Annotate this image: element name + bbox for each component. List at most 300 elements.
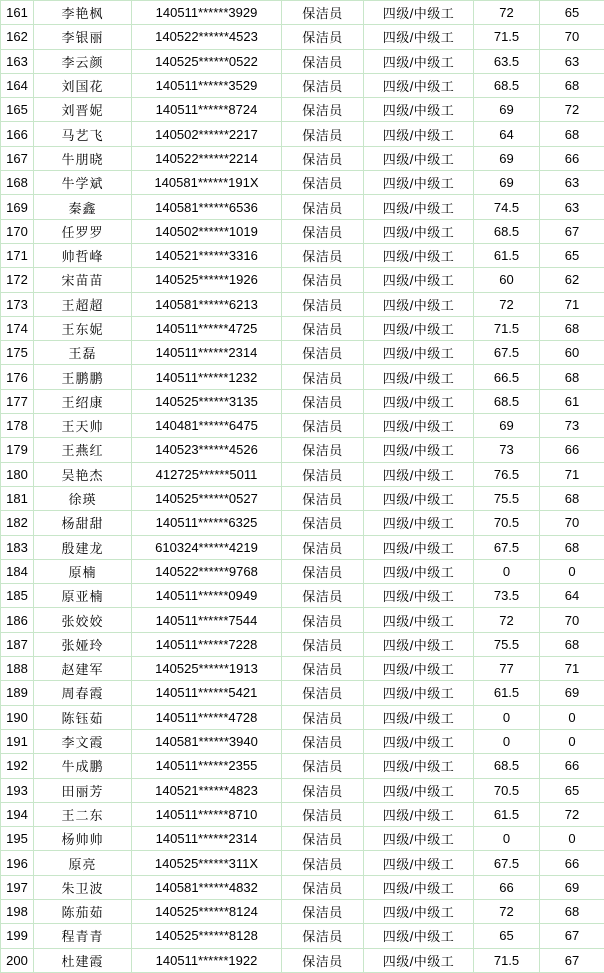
row-name: 帅哲峰 xyxy=(34,243,132,267)
row-score1: 72 xyxy=(474,292,540,316)
row-job-title: 保洁员 xyxy=(282,389,364,413)
row-job-title: 保洁员 xyxy=(282,365,364,389)
row-name: 牛学斌 xyxy=(34,171,132,195)
row-score1: 61.5 xyxy=(474,681,540,705)
row-score1: 72 xyxy=(474,608,540,632)
row-score1: 64 xyxy=(474,122,540,146)
row-index: 199 xyxy=(1,924,34,948)
table-row xyxy=(1,802,604,826)
row-score2: 68 xyxy=(540,899,604,923)
row-name: 王绍康 xyxy=(34,389,132,413)
table-row xyxy=(1,851,604,875)
row-score2: 0 xyxy=(540,705,604,729)
row-score1: 61.5 xyxy=(474,802,540,826)
row-score1: 67.5 xyxy=(474,341,540,365)
table-row xyxy=(1,729,604,753)
row-score2: 65 xyxy=(540,243,604,267)
row-job-title: 保洁员 xyxy=(282,292,364,316)
row-score1: 66 xyxy=(474,875,540,899)
row-score2: 69 xyxy=(540,875,604,899)
table-row xyxy=(1,559,604,583)
row-name: 牛成鹏 xyxy=(34,754,132,778)
row-index: 169 xyxy=(1,195,34,219)
row-index: 168 xyxy=(1,171,34,195)
row-score2: 67 xyxy=(540,219,604,243)
row-level: 四级/中级工 xyxy=(364,414,474,438)
row-score2: 68 xyxy=(540,632,604,656)
row-score1: 76.5 xyxy=(474,462,540,486)
table-row xyxy=(1,511,604,535)
row-job-title: 保洁员 xyxy=(282,851,364,875)
row-job-title: 保洁员 xyxy=(282,584,364,608)
table-row xyxy=(1,219,604,243)
row-score1: 70.5 xyxy=(474,511,540,535)
row-score1: 69 xyxy=(474,414,540,438)
row-id-number: 140581******4832 xyxy=(132,875,282,899)
row-id-number: 140511******2314 xyxy=(132,341,282,365)
row-id-number: 610324******4219 xyxy=(132,535,282,559)
row-name: 李银丽 xyxy=(34,25,132,49)
row-id-number: 140511******7228 xyxy=(132,632,282,656)
row-level: 四级/中级工 xyxy=(364,705,474,729)
row-id-number: 140511******4725 xyxy=(132,316,282,340)
row-name: 吴艳杰 xyxy=(34,462,132,486)
row-job-title: 保洁员 xyxy=(282,243,364,267)
row-index: 165 xyxy=(1,98,34,122)
row-score2: 66 xyxy=(540,754,604,778)
row-id-number: 140581******6536 xyxy=(132,195,282,219)
row-name: 程青青 xyxy=(34,924,132,948)
row-score1: 73 xyxy=(474,438,540,462)
row-index: 191 xyxy=(1,729,34,753)
row-job-title: 保洁员 xyxy=(282,899,364,923)
row-level: 四级/中级工 xyxy=(364,924,474,948)
row-score2: 70 xyxy=(540,608,604,632)
row-index: 163 xyxy=(1,49,34,73)
row-name: 王天帅 xyxy=(34,414,132,438)
row-score2: 61 xyxy=(540,389,604,413)
row-job-title: 保洁员 xyxy=(282,729,364,753)
row-name: 杨甜甜 xyxy=(34,511,132,535)
row-index: 164 xyxy=(1,73,34,97)
row-index: 187 xyxy=(1,632,34,656)
row-job-title: 保洁员 xyxy=(282,73,364,97)
table-row xyxy=(1,316,604,340)
row-index: 200 xyxy=(1,948,34,972)
row-level: 四级/中级工 xyxy=(364,268,474,292)
row-id-number: 140522******9768 xyxy=(132,559,282,583)
row-id-number: 140525******0527 xyxy=(132,486,282,510)
row-name: 田丽芳 xyxy=(34,778,132,802)
row-index: 176 xyxy=(1,365,34,389)
row-job-title: 保洁员 xyxy=(282,219,364,243)
row-score1: 66.5 xyxy=(474,365,540,389)
row-id-number: 140511******7544 xyxy=(132,608,282,632)
row-id-number: 140511******1922 xyxy=(132,948,282,972)
row-name: 殷建龙 xyxy=(34,535,132,559)
row-job-title: 保洁员 xyxy=(282,316,364,340)
row-job-title: 保洁员 xyxy=(282,25,364,49)
row-level: 四级/中级工 xyxy=(364,511,474,535)
row-level: 四级/中级工 xyxy=(364,535,474,559)
row-score2: 66 xyxy=(540,438,604,462)
row-name: 周春霞 xyxy=(34,681,132,705)
row-name: 赵建军 xyxy=(34,657,132,681)
table-row xyxy=(1,25,604,49)
row-score1: 69 xyxy=(474,171,540,195)
table-row xyxy=(1,899,604,923)
row-name: 王东妮 xyxy=(34,316,132,340)
row-score1: 68.5 xyxy=(474,73,540,97)
row-id-number: 140525******311X xyxy=(132,851,282,875)
row-score2: 63 xyxy=(540,195,604,219)
row-score2: 71 xyxy=(540,292,604,316)
row-id-number: 140511******0949 xyxy=(132,584,282,608)
row-score2: 71 xyxy=(540,657,604,681)
row-name: 张姣姣 xyxy=(34,608,132,632)
row-level: 四级/中级工 xyxy=(364,608,474,632)
row-level: 四级/中级工 xyxy=(364,98,474,122)
row-job-title: 保洁员 xyxy=(282,632,364,656)
table-row xyxy=(1,924,604,948)
row-score1: 67.5 xyxy=(474,851,540,875)
row-index: 166 xyxy=(1,122,34,146)
row-job-title: 保洁员 xyxy=(282,146,364,170)
row-name: 原亚楠 xyxy=(34,584,132,608)
table-row xyxy=(1,389,604,413)
row-level: 四级/中级工 xyxy=(364,681,474,705)
row-index: 198 xyxy=(1,899,34,923)
row-name: 李文霞 xyxy=(34,729,132,753)
row-level: 四级/中级工 xyxy=(364,365,474,389)
row-score1: 74.5 xyxy=(474,195,540,219)
row-id-number: 140523******4526 xyxy=(132,438,282,462)
row-index: 193 xyxy=(1,778,34,802)
row-score2: 66 xyxy=(540,851,604,875)
row-score1: 75.5 xyxy=(474,632,540,656)
row-level: 四级/中级工 xyxy=(364,802,474,826)
row-name: 刘国花 xyxy=(34,73,132,97)
row-job-title: 保洁员 xyxy=(282,438,364,462)
row-name: 原亮 xyxy=(34,851,132,875)
row-name: 王二东 xyxy=(34,802,132,826)
table-row xyxy=(1,948,604,972)
table-row xyxy=(1,1,604,25)
row-level: 四级/中级工 xyxy=(364,438,474,462)
row-name: 任罗罗 xyxy=(34,219,132,243)
row-level: 四级/中级工 xyxy=(364,122,474,146)
row-name: 李艳枫 xyxy=(34,1,132,25)
row-index: 177 xyxy=(1,389,34,413)
row-score1: 0 xyxy=(474,705,540,729)
row-score2: 63 xyxy=(540,171,604,195)
row-score2: 68 xyxy=(540,73,604,97)
row-score1: 75.5 xyxy=(474,486,540,510)
row-index: 195 xyxy=(1,827,34,851)
row-id-number: 140581******191X xyxy=(132,171,282,195)
row-job-title: 保洁员 xyxy=(282,511,364,535)
row-level: 四级/中级工 xyxy=(364,25,474,49)
row-index: 179 xyxy=(1,438,34,462)
row-score2: 60 xyxy=(540,341,604,365)
row-score2: 71 xyxy=(540,462,604,486)
row-job-title: 保洁员 xyxy=(282,778,364,802)
row-index: 162 xyxy=(1,25,34,49)
row-job-title: 保洁员 xyxy=(282,171,364,195)
row-level: 四级/中级工 xyxy=(364,219,474,243)
row-name: 王超超 xyxy=(34,292,132,316)
row-job-title: 保洁员 xyxy=(282,49,364,73)
row-level: 四级/中级工 xyxy=(364,754,474,778)
row-job-title: 保洁员 xyxy=(282,341,364,365)
row-index: 182 xyxy=(1,511,34,535)
row-job-title: 保洁员 xyxy=(282,827,364,851)
row-index: 185 xyxy=(1,584,34,608)
row-id-number: 140522******2214 xyxy=(132,146,282,170)
row-score2: 68 xyxy=(540,486,604,510)
row-id-number: 140525******3135 xyxy=(132,389,282,413)
row-level: 四级/中级工 xyxy=(364,875,474,899)
row-name: 马艺飞 xyxy=(34,122,132,146)
row-job-title: 保洁员 xyxy=(282,657,364,681)
row-score1: 69 xyxy=(474,98,540,122)
row-score1: 71.5 xyxy=(474,316,540,340)
table-row xyxy=(1,195,604,219)
row-score2: 67 xyxy=(540,924,604,948)
row-job-title: 保洁员 xyxy=(282,875,364,899)
row-index: 183 xyxy=(1,535,34,559)
table-row xyxy=(1,341,604,365)
row-name: 张娅玲 xyxy=(34,632,132,656)
row-job-title: 保洁员 xyxy=(282,122,364,146)
row-id-number: 140525******8124 xyxy=(132,899,282,923)
table-row xyxy=(1,414,604,438)
row-index: 172 xyxy=(1,268,34,292)
table-row xyxy=(1,171,604,195)
row-name: 秦鑫 xyxy=(34,195,132,219)
row-id-number: 140511******4728 xyxy=(132,705,282,729)
row-index: 178 xyxy=(1,414,34,438)
row-job-title: 保洁员 xyxy=(282,268,364,292)
row-name: 徐瑛 xyxy=(34,486,132,510)
row-id-number: 412725******5011 xyxy=(132,462,282,486)
row-level: 四级/中级工 xyxy=(364,292,474,316)
row-score1: 0 xyxy=(474,559,540,583)
row-score1: 61.5 xyxy=(474,243,540,267)
row-level: 四级/中级工 xyxy=(364,49,474,73)
table-row xyxy=(1,73,604,97)
row-name: 杨帅帅 xyxy=(34,827,132,851)
row-name: 陈茄茹 xyxy=(34,899,132,923)
table-row xyxy=(1,608,604,632)
row-name: 杜建霞 xyxy=(34,948,132,972)
table-row xyxy=(1,875,604,899)
row-id-number: 140511******2314 xyxy=(132,827,282,851)
row-job-title: 保洁员 xyxy=(282,195,364,219)
row-level: 四级/中级工 xyxy=(364,73,474,97)
row-id-number: 140511******2355 xyxy=(132,754,282,778)
table-row xyxy=(1,438,604,462)
table-row xyxy=(1,49,604,73)
row-level: 四级/中级工 xyxy=(364,341,474,365)
row-score1: 70.5 xyxy=(474,778,540,802)
row-score2: 65 xyxy=(540,778,604,802)
row-score1: 0 xyxy=(474,827,540,851)
row-job-title: 保洁员 xyxy=(282,705,364,729)
row-score2: 73 xyxy=(540,414,604,438)
row-name: 王磊 xyxy=(34,341,132,365)
row-level: 四级/中级工 xyxy=(364,827,474,851)
row-id-number: 140581******6213 xyxy=(132,292,282,316)
row-score2: 0 xyxy=(540,559,604,583)
row-id-number: 140511******3529 xyxy=(132,73,282,97)
row-index: 186 xyxy=(1,608,34,632)
row-index: 171 xyxy=(1,243,34,267)
row-index: 167 xyxy=(1,146,34,170)
table-row xyxy=(1,632,604,656)
row-name: 王燕红 xyxy=(34,438,132,462)
table-row xyxy=(1,486,604,510)
row-id-number: 140511******6325 xyxy=(132,511,282,535)
row-id-number: 140511******1232 xyxy=(132,365,282,389)
table-row xyxy=(1,292,604,316)
row-score1: 68.5 xyxy=(474,389,540,413)
row-level: 四级/中级工 xyxy=(364,948,474,972)
row-id-number: 140502******1019 xyxy=(132,219,282,243)
row-level: 四级/中级工 xyxy=(364,632,474,656)
row-score2: 62 xyxy=(540,268,604,292)
row-level: 四级/中级工 xyxy=(364,462,474,486)
row-score1: 72 xyxy=(474,1,540,25)
row-job-title: 保洁员 xyxy=(282,559,364,583)
row-level: 四级/中级工 xyxy=(364,584,474,608)
row-id-number: 140521******4823 xyxy=(132,778,282,802)
row-score1: 69 xyxy=(474,146,540,170)
row-level: 四级/中级工 xyxy=(364,851,474,875)
row-id-number: 140525******1926 xyxy=(132,268,282,292)
row-id-number: 140525******1913 xyxy=(132,657,282,681)
row-name: 刘晋妮 xyxy=(34,98,132,122)
row-name: 王鹏鹏 xyxy=(34,365,132,389)
row-score1: 60 xyxy=(474,268,540,292)
table-row xyxy=(1,681,604,705)
row-index: 180 xyxy=(1,462,34,486)
row-job-title: 保洁员 xyxy=(282,462,364,486)
row-index: 192 xyxy=(1,754,34,778)
row-score1: 71.5 xyxy=(474,25,540,49)
row-score2: 68 xyxy=(540,316,604,340)
row-level: 四级/中级工 xyxy=(364,486,474,510)
row-job-title: 保洁员 xyxy=(282,681,364,705)
row-score1: 0 xyxy=(474,729,540,753)
row-index: 170 xyxy=(1,219,34,243)
table-row xyxy=(1,657,604,681)
row-index: 174 xyxy=(1,316,34,340)
row-id-number: 140581******3940 xyxy=(132,729,282,753)
row-job-title: 保洁员 xyxy=(282,948,364,972)
row-level: 四级/中级工 xyxy=(364,778,474,802)
row-score2: 72 xyxy=(540,98,604,122)
row-job-title: 保洁员 xyxy=(282,608,364,632)
table-row xyxy=(1,584,604,608)
table-row xyxy=(1,122,604,146)
row-score2: 70 xyxy=(540,25,604,49)
table-body xyxy=(1,1,604,973)
row-score2: 0 xyxy=(540,827,604,851)
row-level: 四级/中级工 xyxy=(364,559,474,583)
row-index: 197 xyxy=(1,875,34,899)
table-row xyxy=(1,535,604,559)
row-score1: 77 xyxy=(474,657,540,681)
row-score2: 69 xyxy=(540,681,604,705)
row-score2: 68 xyxy=(540,535,604,559)
table-row xyxy=(1,754,604,778)
row-level: 四级/中级工 xyxy=(364,146,474,170)
row-score2: 67 xyxy=(540,948,604,972)
row-index: 189 xyxy=(1,681,34,705)
row-name: 牛朋晓 xyxy=(34,146,132,170)
row-id-number: 140521******3316 xyxy=(132,243,282,267)
row-score1: 63.5 xyxy=(474,49,540,73)
row-level: 四级/中级工 xyxy=(364,389,474,413)
row-name: 朱卫波 xyxy=(34,875,132,899)
row-score2: 70 xyxy=(540,511,604,535)
row-score1: 73.5 xyxy=(474,584,540,608)
row-name: 陈钰茹 xyxy=(34,705,132,729)
row-name: 李云颜 xyxy=(34,49,132,73)
row-name: 宋苗苗 xyxy=(34,268,132,292)
row-id-number: 140511******8724 xyxy=(132,98,282,122)
table-row xyxy=(1,268,604,292)
row-job-title: 保洁员 xyxy=(282,486,364,510)
row-id-number: 140511******8710 xyxy=(132,802,282,826)
row-level: 四级/中级工 xyxy=(364,729,474,753)
table-row xyxy=(1,462,604,486)
row-level: 四级/中级工 xyxy=(364,316,474,340)
table-row xyxy=(1,705,604,729)
row-index: 173 xyxy=(1,292,34,316)
row-score1: 68.5 xyxy=(474,754,540,778)
row-level: 四级/中级工 xyxy=(364,899,474,923)
row-score1: 72 xyxy=(474,899,540,923)
row-id-number: 140522******4523 xyxy=(132,25,282,49)
row-index: 161 xyxy=(1,1,34,25)
row-score2: 64 xyxy=(540,584,604,608)
row-level: 四级/中级工 xyxy=(364,195,474,219)
row-id-number: 140481******6475 xyxy=(132,414,282,438)
table-row xyxy=(1,146,604,170)
row-score2: 68 xyxy=(540,122,604,146)
table-row xyxy=(1,243,604,267)
row-index: 190 xyxy=(1,705,34,729)
row-index: 188 xyxy=(1,657,34,681)
row-level: 四级/中级工 xyxy=(364,1,474,25)
table-row xyxy=(1,778,604,802)
row-job-title: 保洁员 xyxy=(282,414,364,438)
row-score2: 68 xyxy=(540,365,604,389)
table-row xyxy=(1,365,604,389)
row-level: 四级/中级工 xyxy=(364,243,474,267)
row-score2: 65 xyxy=(540,1,604,25)
row-job-title: 保洁员 xyxy=(282,535,364,559)
row-job-title: 保洁员 xyxy=(282,98,364,122)
row-score1: 71.5 xyxy=(474,948,540,972)
row-score2: 66 xyxy=(540,146,604,170)
row-id-number: 140525******0522 xyxy=(132,49,282,73)
table-row xyxy=(1,827,604,851)
row-index: 184 xyxy=(1,559,34,583)
row-score2: 63 xyxy=(540,49,604,73)
